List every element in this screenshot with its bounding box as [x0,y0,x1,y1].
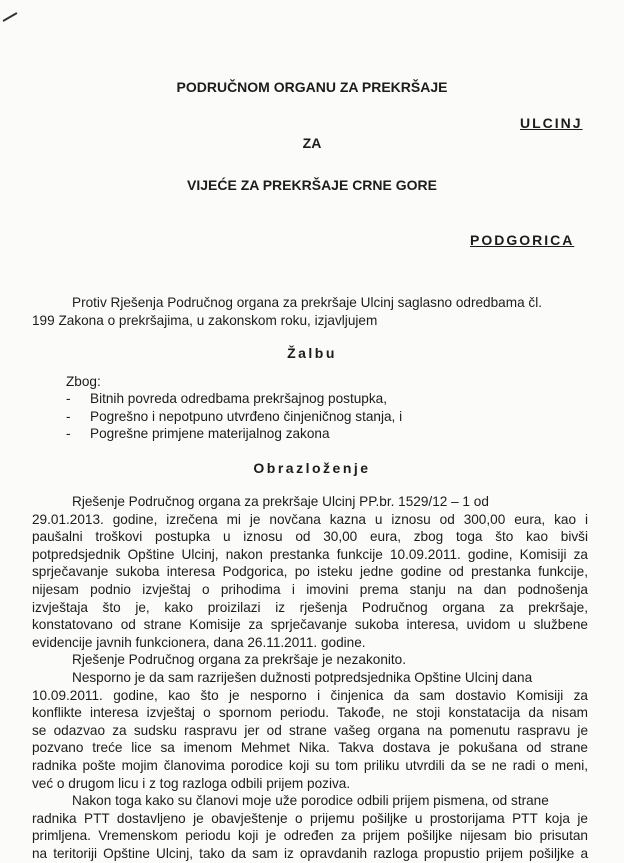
appeal-title: Žalbu [287,345,337,361]
intro-line: 199 Zakona o prekršajima, u zakonskom roku, izjavljujem [32,312,378,328]
grounds-label: Zbog: [66,374,101,389]
paragraph-line: Rješenje Područnog organa za prekršaje je nezakonito. [72,652,407,668]
paragraph-line: paušalni troškovi postupka u iznosu od 30,00 eura, zbog toga što kao bivši [32,529,588,545]
addressee-connector: ZA [302,135,322,151]
intro-paragraph [32,294,588,329]
grounds-item [66,390,402,408]
grounds-item [66,425,402,443]
paragraph-line: na teritoriji Opštine Ulcinj, tako da sam iz opravdanih razloga propustio prijem pošiljke a [32,845,588,861]
paragraph-line: Nakon toga kako su članovi moje uže porodice odbili prijem pismena, od strane [72,793,549,809]
paragraph-line: potpredsjednik Opštine Ulcinj, nakon prestanka funkcije 10.09.2011. godine, Komisiji za [32,546,588,562]
intro-line: Protiv Rješenja Područnog organa za prekršaje Ulcinj saglasno odredbama čl. [72,295,542,310]
paragraph-line: nijesam podnio izvještaj o prihodima i imovini prema stanju na dan podnošenja [32,581,588,597]
paragraph-line: radnika pošte mojim članovima porodice koji su tom priliku utvrdili da se ne radi o meni, [32,757,588,773]
grounds-item-text: Pogrešne primjene materijalnog zakona [90,426,330,442]
paragraph-line: radnika PTT dostavljeno je obavještenje o prijemu pošiljke u prostorijama PTT koja je [32,810,588,826]
paragraph-line: 10.09.2011. godine, kao što je nesporno i činjenica da sam dostavio Komisiji za [32,687,588,703]
list-dash: - [66,408,71,424]
list-dash: - [66,391,71,406]
grounds-item-text: Pogrešno i nepotpuno utvrđeno činjeničnog stanja, i [90,408,403,424]
paragraph-line: konflikte interesa izvještaj o spornom periodu. Takođe, ne stoji konstatacija da nisam [32,705,588,721]
paragraph-line: pozvano treće lice sa imenom Mehmet Nika. Takva dostava je pokušana od strane [32,740,588,756]
council-city: PODGORICA [470,232,575,248]
paragraph-line: evidencije javnih funkcionera, dana 26.11.2011. godine. [32,634,366,650]
paragraph-line: konstatovano od strane Komisije za sprječavanje sukoba interesa, uvidom u službene [32,617,588,633]
addressee-line: PODRUČNOM ORGANU ZA PREKRŠAJE [176,79,448,95]
list-dash: - [66,426,71,442]
paragraph-line: sprječavanje sukoba interesa Podgorica, po isteku jedne godine od prestanka funkcije, [32,564,588,580]
grounds-item-text: Bitnih povreda odredbama prekršajnog postupka, [90,391,387,406]
grounds-item [66,408,402,426]
paragraph-line: izvještaja što je, kako proizilazi iz rješenja Područnog organa za prekršaje, [32,599,588,615]
paragraph-line: primljena. Vremenskom periodu koji je određen za prijem pošiljke nijesam bio prisutan [32,828,588,844]
paragraph-line: 29.01.2013. godine, izrečena mi je novčana kazna u iznosu od 300,00 eura, kao i [32,511,588,527]
addressee-city: ULCINJ [520,115,583,131]
paragraph-line: se odazvao za sudsku raspravu jer od strane vašeg organa na pomenutu raspravu je [32,722,588,738]
paragraph-line: već o drugom licu i z tog razloga odbili prijem poziva. [32,775,351,791]
council-line: VIJEĆE ZA PREKRŠAJE CRNE GORE [187,177,437,193]
grounds-list [66,390,402,443]
paragraph-line: Rješenje Područnog organa za prekršaje Ulcinj PP.br. 1529/12 – 1 od [72,494,489,509]
body-paragraph [32,493,588,862]
pen-mark [3,12,18,22]
paragraph-line: Nesporno je da sam razriješen dužnosti potpredsjednika Opštine Ulcinj dana [72,669,533,685]
explanation-title: Obrazloženje [253,460,371,476]
